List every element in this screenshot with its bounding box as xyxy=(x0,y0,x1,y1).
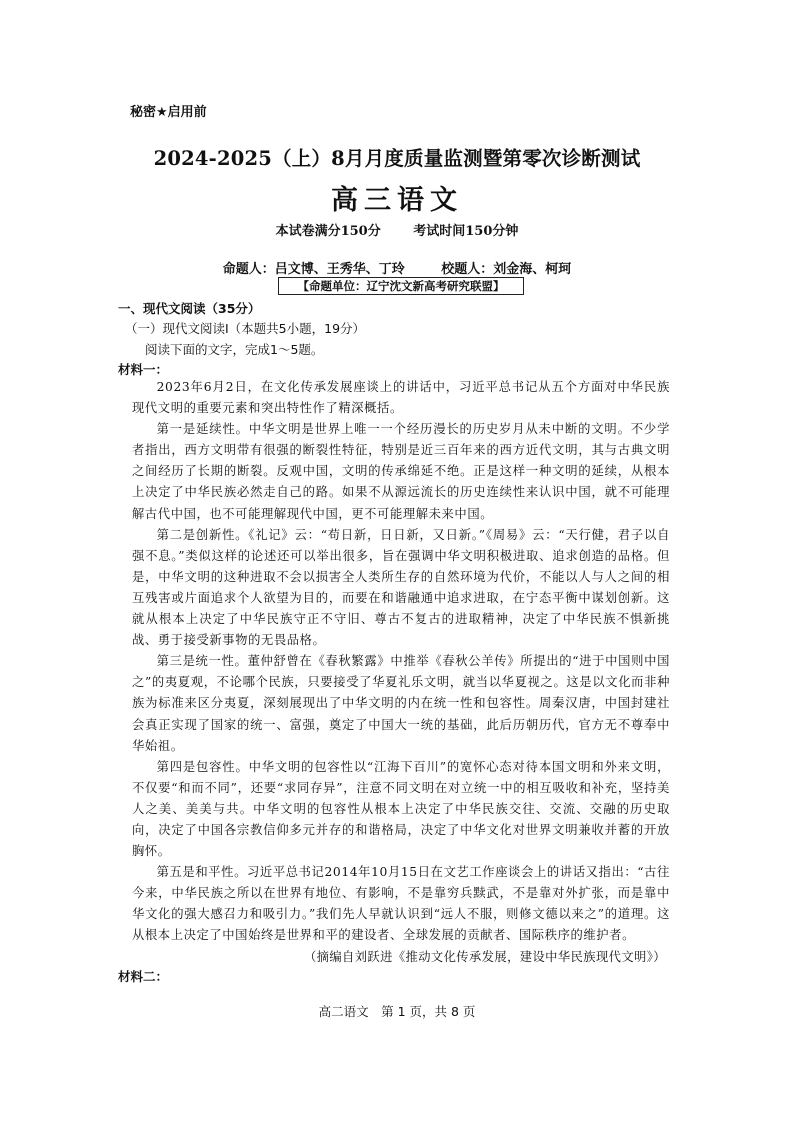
question-reviewers: 校题人：刘金海、柯珂 xyxy=(441,262,572,277)
full-score: 本试卷满分150分 xyxy=(275,224,381,239)
page-footer: 高二语文 第 1 页，共 8 页 xyxy=(318,1004,476,1019)
paragraph: 第一是延续性。中华文明是世界上唯一一个经历漫长的历史岁月从未中断的文明。不少学者指出，西方文明带有很强的断裂性特征，特别是近三百年来的西方近代文明，其与古典文明之间经历了长期的断裂。反观中国，文明的传承绵延不绝。正是这样一种文明的延续，从根本上决定了中华民族必然走自己的路。如果不从源远流长的历史连续性来认识中国，就不可能理解古代中国，也不可能理解现代中国，更不可能理解未来中国。 xyxy=(132,422,670,521)
section-heading: 一、现代文阅读（35分） xyxy=(118,301,261,316)
instruction: 阅读下面的文字，完成1～5题。 xyxy=(145,342,324,357)
exam-time: 考试时间150分钟 xyxy=(413,224,519,239)
material-2-label: 材料二： xyxy=(118,969,169,984)
score-info xyxy=(0,220,794,239)
paragraph: 第三是统一性。董仲舒曾在《春秋繁露》中推举《春秋公羊传》所提出的“进于中国则中国之”的夷夏观，不论哪个民族，只要接受了华夏礼乐文明，就当以华夏视之。这是以文化而非种族为标准来区分夷夏，深刻展现出了中华文明的内在统一性和包容性。周秦汉唐，中国封建社会真正实现了国家的统一、富强，奠定了中国大一统的基础，此后历朝历代，官方无不尊奉中华始祖。 xyxy=(132,654,670,753)
question-authors: 命题人：吕文博、王秀华、丁玲 xyxy=(222,262,405,277)
paragraph: 2023年6月2日，在文化传承发展座谈上的讲话中，习近平总书记从五个方面对中华民族现代文明的重要元素和突出特性作了精深概括。 xyxy=(132,380,670,416)
paragraph: 第五是和平性。习近平总书记2014年10月15日在文艺工作座谈会上的讲话又指出：“古往今来，中华民族之所以在世界有地位、有影响，不是靠穷兵黩武，不是靠对外扩张，而是靠中华文化的强大感召力和吸引力。”我们先人早就认识到“远人不服，则修文德以来之”的道理。这从根本上决定了中国始终是世界和平的建设者、全球发展的贡献者、国际秩序的维护者。 xyxy=(132,865,670,943)
author-unit-box: 【命题单位：辽宁沈文新高考研究联盟】 xyxy=(278,277,524,295)
paragraph: 第二是创新性。《礼记》云：“苟日新，日日新，又日新。”《周易》云：“天行健，君子以自强不息。”类似这样的论述还可以举出很多，旨在强调中华文明积极进取、追求创造的品格。但是，中华文明的这种进取不会以损害全人类所生存的自然环境为代价，不能以人与人之间的相互残害或片面追求个人欲望为目的，而要在和谐融通中追求进取，在宁态平衡中谋划创新。这就从根本上决定了中华民族守正不守旧、尊古不复古的进取精神，决定了中华民族不惧新挑战、勇于接受新事物的无畏品格。 xyxy=(132,527,670,648)
subject-title: 高三语文 xyxy=(331,185,463,216)
paragraph: 第四是包容性。中华文明的包容性以“江海下百川”的宽怀心态对待本国文明和外来文明，不仅要“和而不同”，还要“求同存异”，注意不同文明在对立统一中的相互吸收和补充，坚持美人之美、美美与共。中华文明的包容性从根本上决定了中华民族交往、交流、交融的历史取向，决定了中国各宗教信仰多元并存的和谐格局，决定了中华文化对世界文明兼收并蓄的开放胸怀。 xyxy=(132,759,670,859)
material-1-source: （摘编自刘跃进《推动文化传承发展，建设中华民族现代文明》） xyxy=(303,950,666,964)
confidential-label: 秘密★启用前 xyxy=(130,105,207,120)
subsection-heading: （一）现代文阅读Ⅰ（本题共5小题，19分） xyxy=(125,321,366,336)
author-info xyxy=(0,258,794,277)
exam-title: 2024-2025（上）8月月度质量监测暨第零次诊断测试 xyxy=(153,147,641,170)
material-1-body xyxy=(132,377,670,947)
material-1-label: 材料一： xyxy=(118,362,169,377)
